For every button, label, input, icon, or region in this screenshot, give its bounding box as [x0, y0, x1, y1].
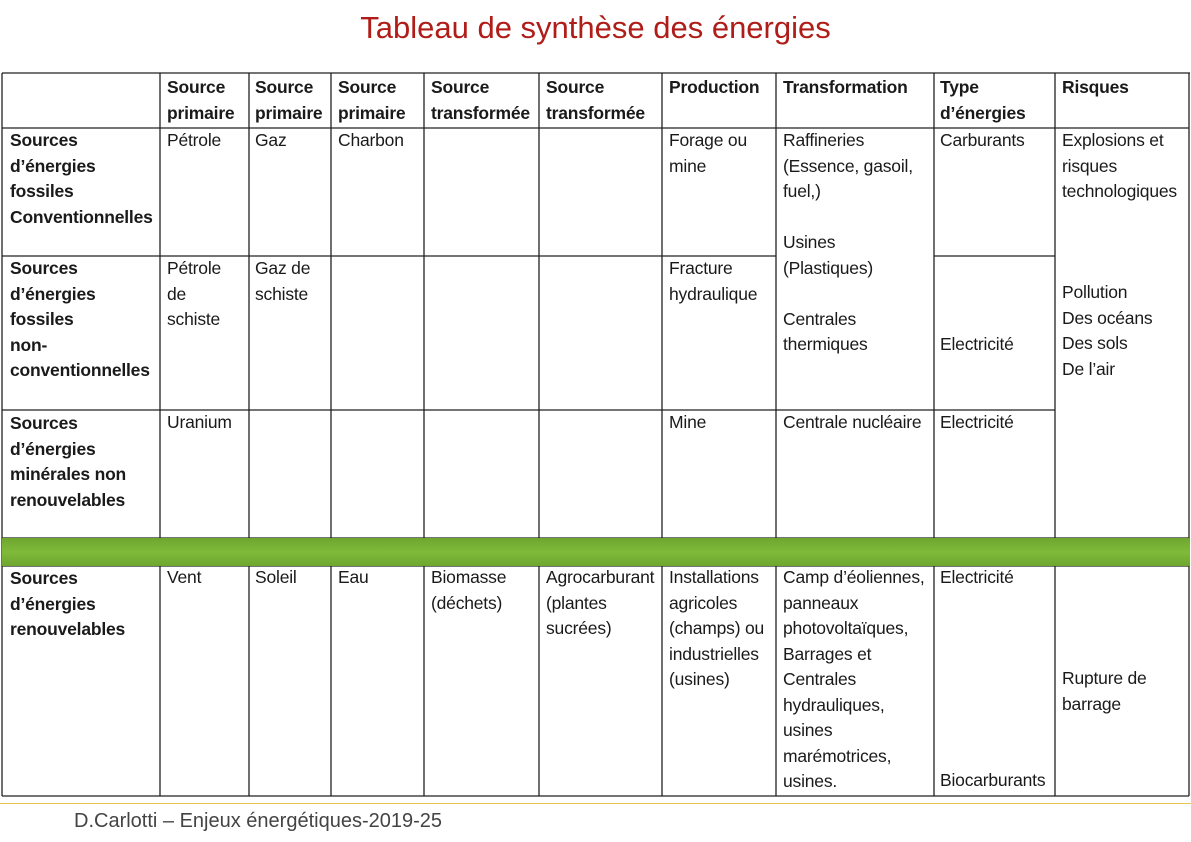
green-separator-band	[2, 538, 1190, 566]
cell-uranium: Uranium	[167, 412, 232, 432]
header-risques: Risques	[1062, 77, 1129, 97]
row-label-renouvelables: Sources d’énergies renouvelables	[10, 568, 126, 639]
cell-gaz: Gaz	[255, 130, 287, 150]
header-type-energies: Type d’énergies	[940, 77, 1026, 123]
row-label-fossiles-conventionnelles: Sources d’énergies fossiles Conventionnelles	[10, 130, 153, 227]
cell-production-forage: Forage ou mine	[669, 130, 747, 176]
cell-transformation-nucleaire: Centrale nucléaire	[783, 412, 922, 432]
cell-petrole: Pétrole	[167, 130, 222, 150]
cell-type-electricite-3: Electricité	[940, 412, 1014, 432]
cell-petrole-de-schiste: Pétrole de schiste	[167, 258, 222, 329]
cell-charbon: Charbon	[338, 130, 404, 150]
header-source-transformee-2: Source transformée	[546, 77, 645, 123]
row-label-minerales-non-renouvelables: Sources d’énergies minérales non renouvelables	[10, 413, 127, 510]
cell-soleil: Soleil	[255, 567, 297, 587]
footer-rule	[0, 803, 1191, 804]
cell-type-electricite-2: Electricité	[940, 334, 1014, 354]
cell-risques-explosions: Explosions et risques technologiques	[1062, 130, 1177, 201]
cell-production-mine: Mine	[669, 412, 707, 432]
cell-agrocarburant: Agrocarburant (plantes sucrées)	[546, 567, 655, 638]
cell-biomasse: Biomasse (déchets)	[431, 567, 507, 613]
header-source-primaire-1: Source primaire	[167, 77, 235, 123]
cell-production-fracture: Fracture hydraulique	[669, 258, 758, 304]
header-source-transformee-1: Source transformée	[431, 77, 530, 123]
footer-text: D.Carlotti – Enjeux énergétiques-2019-25	[74, 810, 442, 832]
header-production: Production	[669, 77, 760, 97]
cell-transformation-renouvelables: Camp d’éoliennes, panneaux photovoltaïques, Barrages et Centrales hydrauliques, usines marémotrices, usines.	[783, 567, 925, 791]
cell-type-carburants: Carburants	[940, 130, 1025, 150]
slide-title: Tableau de synthèse des énergies	[360, 10, 831, 45]
cell-vent: Vent	[167, 567, 202, 587]
cell-risques-rupture: Rupture de barrage	[1062, 668, 1147, 714]
header-source-primaire-3: Source primaire	[338, 77, 406, 123]
cell-production-installations: Installations agricoles (champs) ou industrielles (usines)	[669, 567, 765, 689]
cell-transformation-fossiles: Raffineries (Essence, gasoil, fuel,) Usines (Plastiques) Centrales thermiques	[783, 130, 913, 354]
cell-gaz-de-schiste: Gaz de schiste	[255, 258, 311, 304]
row-label-fossiles-non-conventionnelles: Sources d’énergies fossiles non- conventionnelles	[10, 258, 150, 380]
header-source-primaire-2: Source primaire	[255, 77, 323, 123]
cell-type-electricite-4: Electricité	[940, 567, 1014, 587]
header-transformation: Transformation	[783, 77, 908, 97]
cell-type-biocarburants: Biocarburants	[940, 770, 1046, 790]
cell-eau: Eau	[338, 567, 369, 587]
cell-risques-pollution: Pollution Des océans Des sols De l’air	[1062, 282, 1153, 379]
